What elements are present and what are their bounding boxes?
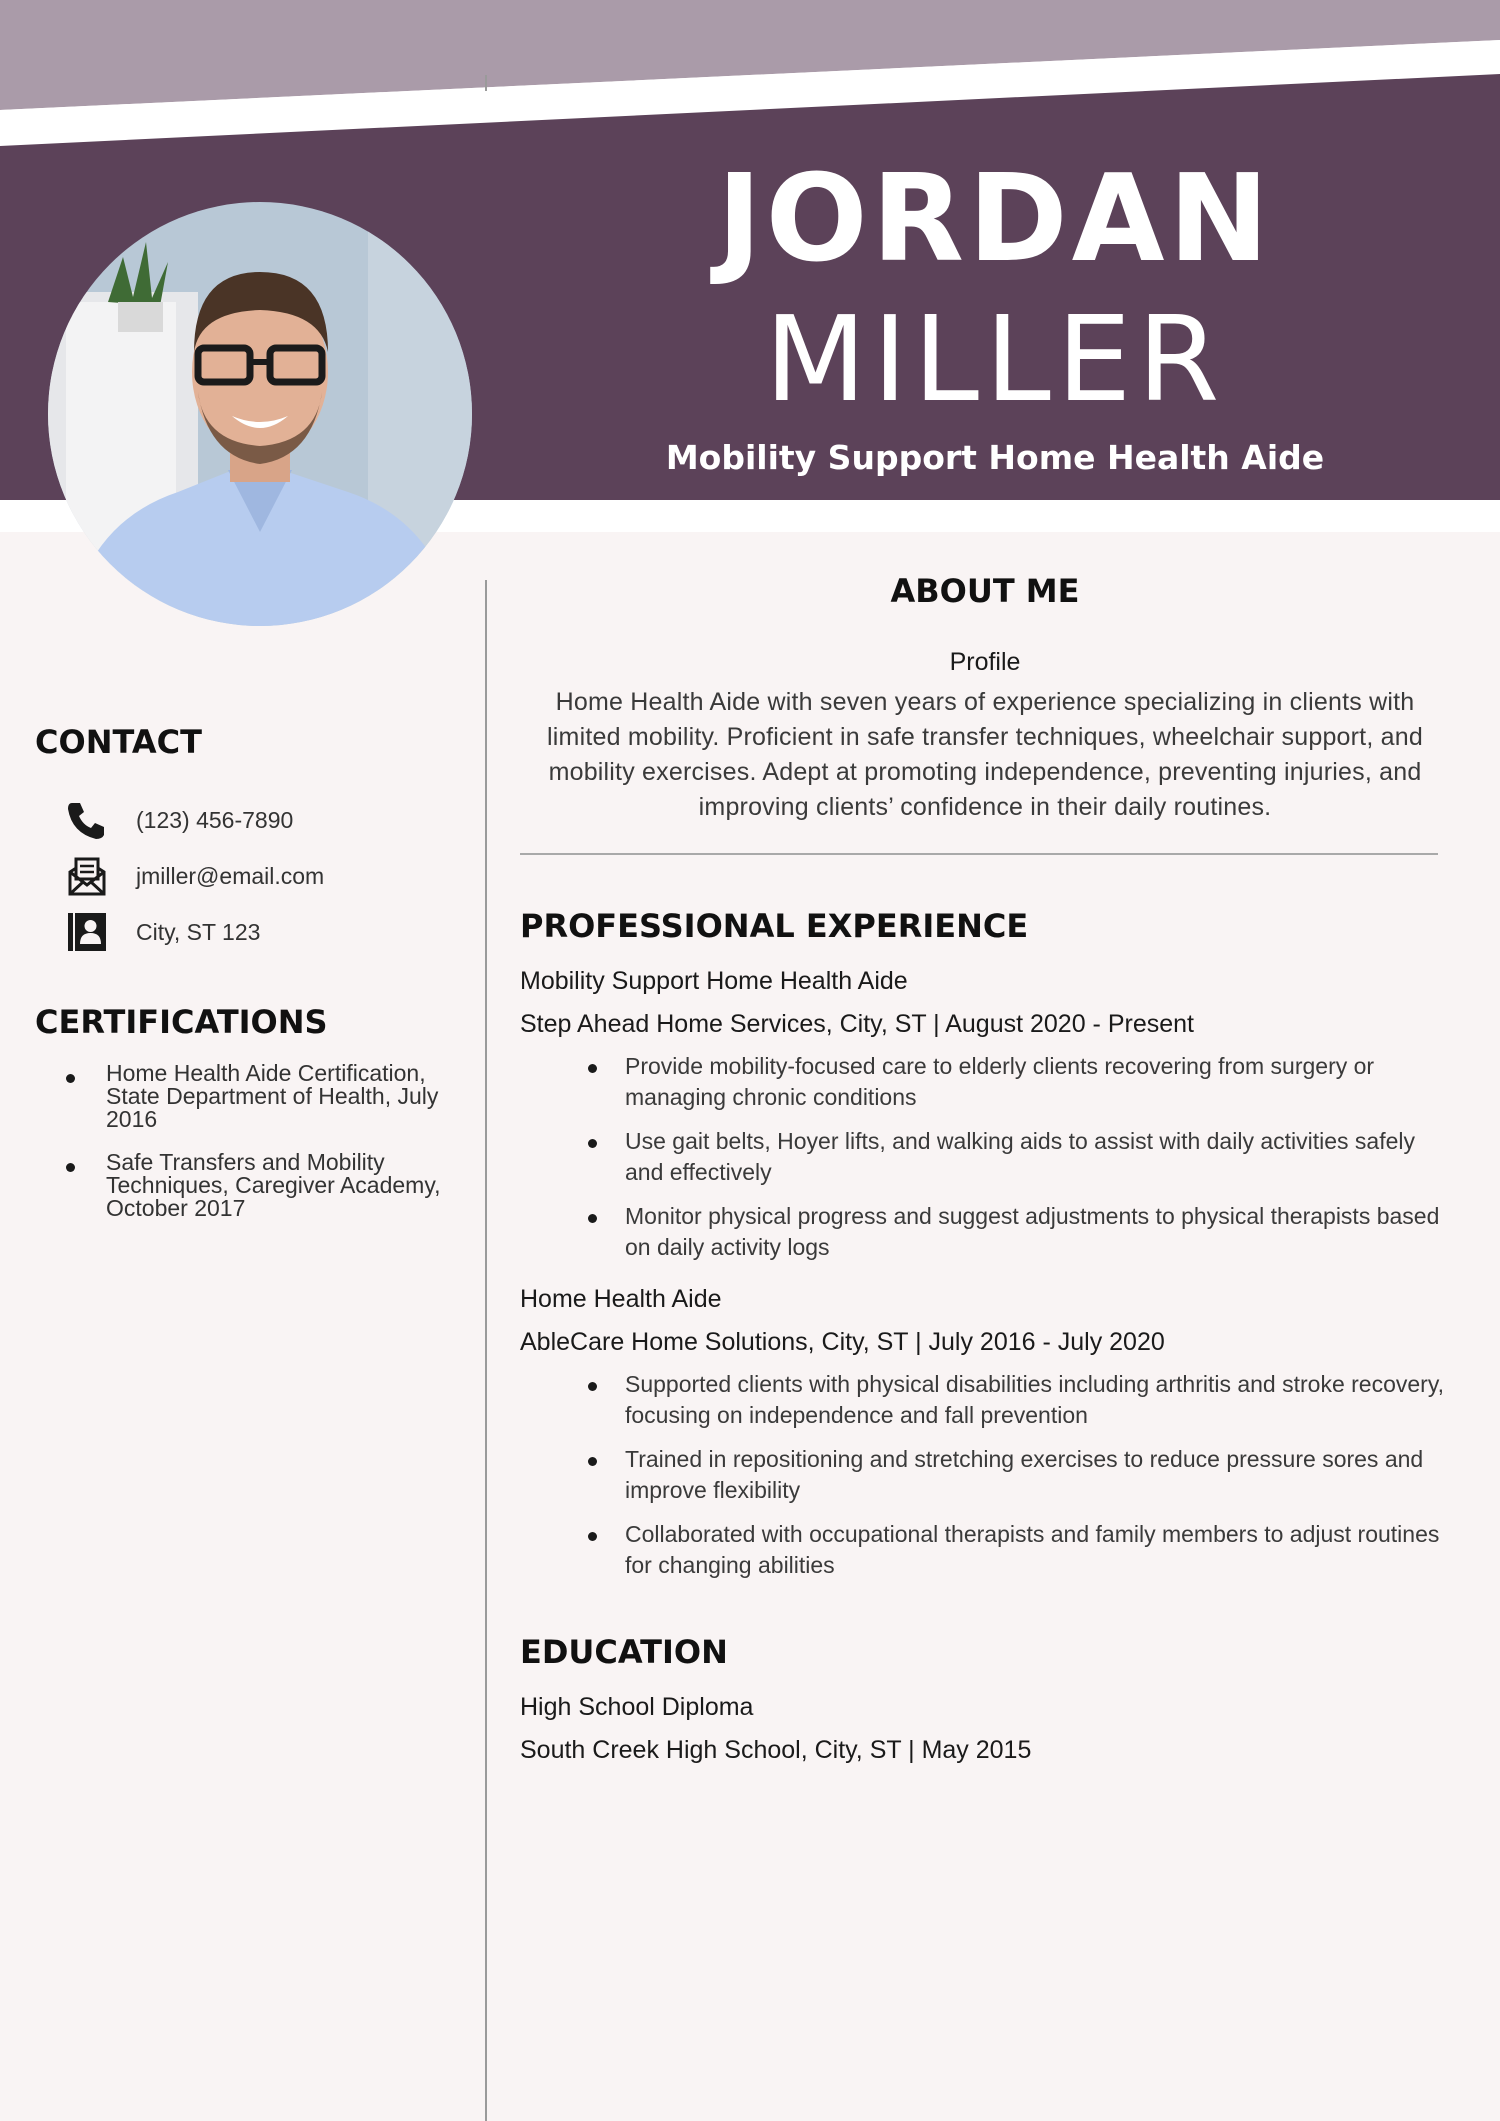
profile-photo — [48, 202, 472, 626]
job-bullet: Monitor physical progress and suggest adjustments to physical therapists based on daily activity logs — [625, 1201, 1450, 1263]
job-bullet: Trained in repositioning and stretching exercises to reduce pressure sores and improve flexibility — [625, 1444, 1450, 1506]
job-position: Mobility Support Home Health Aide — [520, 967, 908, 995]
about-heading: ABOUT ME — [890, 572, 1080, 610]
job-bullets — [520, 1369, 1450, 1581]
certifications-heading: CERTIFICATIONS — [35, 1003, 328, 1041]
phone-text: (123) 456-7890 — [136, 806, 294, 833]
contact-list — [66, 792, 466, 960]
first-name: JORDAN — [717, 150, 1273, 289]
job-title: Mobility Support Home Health Aide — [665, 438, 1325, 477]
contact-phone — [66, 792, 466, 848]
certification-item: Home Health Aide Certification, State Department of Health, July 2016 — [66, 1062, 456, 1131]
profile-text: Home Health Aide with seven years of experience specializing in clients with limited mobility. Proficient in safe transfer techniques, wheelchair support, and mobility exercises. Adept at promoting independence, preventing injuries, and improving clients’ confidence in their daily routines. — [547, 688, 1423, 821]
job-bullet: Use gait belts, Hoyer lifts, and walking aids to assist with daily activities safely and effectively — [625, 1126, 1450, 1188]
email-text: jmiller@email.com — [136, 862, 325, 889]
main-content — [520, 560, 1450, 1765]
contact-email — [66, 848, 466, 904]
email-icon — [66, 855, 108, 897]
education-school: South Creek High School, City, ST | May 2015 — [520, 1736, 1032, 1764]
experience-heading: PROFESSIONAL EXPERIENCE — [520, 907, 1029, 945]
column-divider-line — [485, 580, 487, 2121]
job-entry — [520, 967, 1450, 1263]
address-icon — [66, 911, 108, 953]
last-name: MILLER — [764, 290, 1226, 428]
address-text: City, ST 123 — [136, 918, 261, 945]
education-degree: High School Diploma — [520, 1693, 754, 1721]
contact-address — [66, 904, 466, 960]
phone-icon — [66, 799, 108, 841]
certification-item: Safe Transfers and Mobility Techniques, Caregiver Academy, October 2017 — [66, 1151, 456, 1220]
job-entry — [520, 1285, 1450, 1581]
job-employer: AbleCare Home Solutions, City, ST | July 2016 - July 2020 — [520, 1328, 1165, 1356]
portrait-illustration — [48, 202, 472, 626]
contact-heading: CONTACT — [35, 723, 202, 761]
job-bullet: Collaborated with occupational therapists and family members to adjust routines for changing abilities — [625, 1519, 1450, 1581]
job-bullet: Provide mobility-focused care to elderly clients recovering from surgery or managing chronic conditions — [625, 1051, 1450, 1113]
profile-label: Profile — [949, 648, 1021, 676]
job-position: Home Health Aide — [520, 1285, 722, 1313]
certifications-list — [66, 1062, 456, 1240]
job-bullets — [520, 1051, 1450, 1263]
education-heading: EDUCATION — [520, 1633, 728, 1671]
job-employer: Step Ahead Home Services, City, ST | August 2020 - Present — [520, 1010, 1194, 1038]
job-bullet: Supported clients with physical disabilities including arthritis and stroke recovery, focusing on independence and fall prevention — [625, 1369, 1450, 1431]
section-divider — [520, 853, 1438, 855]
top-divider-line — [485, 75, 487, 91]
